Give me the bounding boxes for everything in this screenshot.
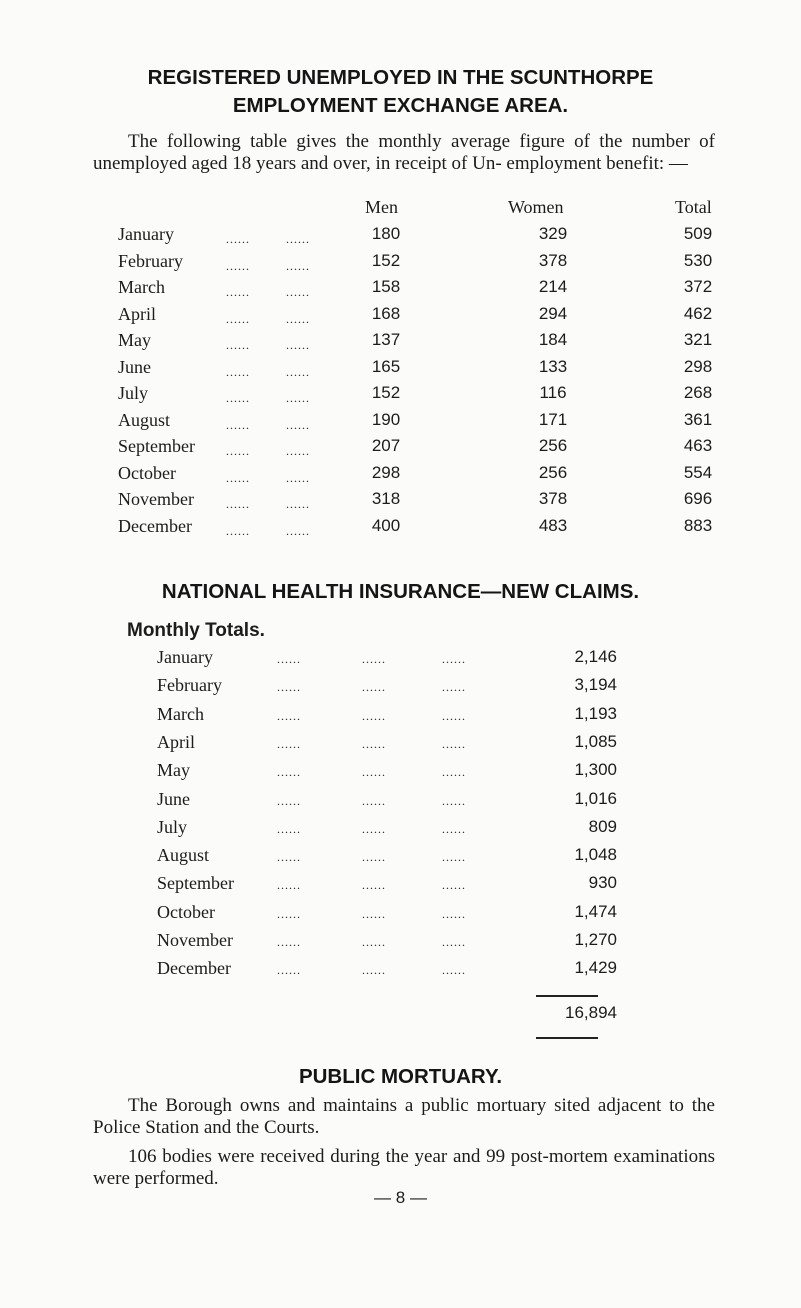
unemployment-title bbox=[0, 64, 801, 120]
total-cell: 372 bbox=[683, 277, 713, 296]
table-row: April 168 294 462 ...... ...... bbox=[118, 304, 718, 330]
claims-value: 1,048 bbox=[574, 845, 617, 865]
claims-value: 809 bbox=[588, 816, 617, 836]
mortuary-paragraph-1: The Borough owns and maintains a public mortuary sited adjacent to the Police Station and the Courts. bbox=[93, 1095, 715, 1138]
men-cell: 168 bbox=[371, 303, 401, 323]
women-cell: 256 bbox=[538, 436, 568, 455]
women-cell: 184 bbox=[538, 330, 568, 349]
claims-month: December bbox=[157, 958, 231, 979]
list-item: January ...... ...... ...... 2,146 bbox=[157, 647, 617, 667]
women-cell: 214 bbox=[538, 277, 568, 296]
column-header-women: Women bbox=[508, 197, 564, 217]
list-item: April ...... ...... ...... 1,085 bbox=[157, 731, 617, 752]
claims-value: 1,085 bbox=[574, 731, 617, 751]
table-row: November 318 378 696 ...... ...... bbox=[118, 489, 718, 515]
unemployment-intro: The following table gives the monthly average figure of the number of unemployed aged 18 years and over, in receipt of Un- employment benefit: — bbox=[93, 131, 715, 174]
table-row: August 190 171 361 ...... ...... bbox=[118, 410, 718, 436]
claims-month: July bbox=[157, 816, 188, 837]
list-item: August ...... ...... ...... 1,048 bbox=[157, 845, 617, 866]
month-cell: May bbox=[118, 330, 151, 350]
total-cell: 554 bbox=[683, 462, 713, 482]
claims-value: 930 bbox=[588, 873, 617, 893]
claims-value: 1,016 bbox=[574, 788, 617, 808]
men-cell: 165 bbox=[371, 356, 401, 376]
total-cell: 298 bbox=[683, 356, 713, 376]
men-cell: 180 bbox=[371, 224, 401, 243]
list-item: July ...... ...... ...... 809 bbox=[157, 816, 617, 837]
women-cell: 256 bbox=[538, 462, 568, 482]
total-cell: 463 bbox=[683, 436, 713, 455]
table-row: March 158 214 372 ...... ...... bbox=[118, 277, 718, 303]
month-cell: February bbox=[118, 250, 183, 271]
month-cell: June bbox=[118, 356, 151, 377]
total-rule-top bbox=[536, 995, 598, 997]
list-item: December ...... ...... ...... 1,429 bbox=[157, 958, 617, 979]
women-cell: 378 bbox=[538, 489, 568, 508]
total-cell: 462 bbox=[683, 303, 713, 323]
table-row: July 152 116 268 ...... ...... bbox=[118, 383, 718, 409]
list-item: May ...... ...... ...... 1,300 bbox=[157, 760, 617, 781]
table-row: June 165 133 298 ...... ...... bbox=[118, 357, 718, 383]
women-cell: 329 bbox=[538, 224, 568, 243]
women-cell: 483 bbox=[538, 515, 568, 535]
women-cell: 378 bbox=[538, 250, 568, 270]
list-item: March ...... ...... ...... 1,193 bbox=[157, 703, 617, 724]
month-cell: July bbox=[118, 383, 149, 403]
insurance-total: 16,894 bbox=[565, 1003, 617, 1022]
claims-month: March bbox=[157, 703, 204, 724]
men-cell: 152 bbox=[371, 250, 401, 270]
men-cell: 298 bbox=[371, 462, 401, 482]
total-rule-bottom bbox=[536, 1037, 598, 1039]
mortuary-paragraph-2: 106 bodies were received during the year and 99 post-mortem examinations were performed. bbox=[93, 1146, 715, 1189]
claims-month: October bbox=[157, 901, 215, 922]
month-cell: October bbox=[118, 462, 176, 483]
month-cell: August bbox=[118, 409, 171, 430]
table-row: October 298 256 554 ...... ...... bbox=[118, 463, 718, 489]
claims-value: 1,474 bbox=[574, 901, 617, 921]
list-item: November ...... ...... ...... 1,270 bbox=[157, 930, 617, 950]
men-cell: 158 bbox=[371, 277, 401, 296]
claims-value: 1,193 bbox=[574, 703, 617, 723]
women-cell: 171 bbox=[538, 409, 568, 429]
month-cell: March bbox=[118, 277, 165, 297]
page-number: — 8 — bbox=[374, 1188, 427, 1207]
unemployment-title-line1: REGISTERED UNEMPLOYED IN THE SCUNTHORPE bbox=[147, 66, 654, 89]
claims-value: 2,146 bbox=[574, 647, 617, 666]
claims-month: April bbox=[157, 731, 195, 752]
total-cell: 883 bbox=[683, 515, 713, 535]
claims-value: 1,300 bbox=[574, 760, 617, 780]
total-cell: 361 bbox=[683, 409, 713, 429]
month-cell: December bbox=[118, 515, 192, 536]
claims-month: May bbox=[157, 760, 190, 781]
claims-month: August bbox=[157, 845, 210, 866]
claims-value: 1,270 bbox=[574, 930, 617, 949]
table-row: September 207 256 463 ...... ...... bbox=[118, 436, 718, 462]
month-cell: September bbox=[118, 436, 195, 456]
table-row: February 152 378 530 ...... ...... bbox=[118, 251, 718, 277]
women-cell: 116 bbox=[539, 383, 567, 402]
mortuary-title: PUBLIC MORTUARY. bbox=[298, 1065, 503, 1088]
total-cell: 321 bbox=[683, 330, 713, 349]
men-cell: 400 bbox=[371, 515, 401, 535]
claims-month: January bbox=[157, 647, 213, 667]
unemployment-title-line2: EMPLOYMENT EXCHANGE AREA. bbox=[232, 94, 569, 117]
claims-value: 3,194 bbox=[574, 675, 617, 695]
total-cell: 509 bbox=[683, 224, 713, 243]
list-item: September ...... ...... ...... 930 bbox=[157, 873, 617, 894]
claims-month: June bbox=[157, 788, 190, 809]
month-cell: January bbox=[118, 224, 174, 244]
list-item: June ...... ...... ...... 1,016 bbox=[157, 788, 617, 809]
men-cell: 190 bbox=[371, 409, 401, 429]
claims-month: September bbox=[157, 873, 234, 894]
column-header-men: Men bbox=[365, 197, 398, 217]
table-row: May 137 184 321 ...... ...... bbox=[118, 330, 718, 356]
men-cell: 152 bbox=[371, 383, 401, 402]
claims-month: November bbox=[157, 930, 233, 950]
women-cell: 294 bbox=[538, 303, 568, 323]
column-header-total: Total bbox=[675, 197, 712, 217]
men-cell: 207 bbox=[371, 436, 401, 455]
total-cell: 268 bbox=[683, 383, 713, 402]
month-cell: April bbox=[118, 303, 156, 324]
women-cell: 133 bbox=[538, 356, 568, 376]
men-cell: 318 bbox=[371, 489, 401, 508]
list-item: February ...... ...... ...... 3,194 bbox=[157, 675, 617, 696]
table-row: January 180 329 509 ...... ...... bbox=[118, 224, 718, 250]
table-row: December 400 483 883 ...... ...... bbox=[118, 516, 718, 542]
insurance-subtitle: Monthly Totals. bbox=[127, 620, 265, 641]
list-item: October ...... ...... ...... 1,474 bbox=[157, 901, 617, 922]
month-cell: November bbox=[118, 489, 194, 509]
claims-value: 1,429 bbox=[574, 958, 617, 978]
men-cell: 137 bbox=[371, 330, 401, 349]
insurance-title: NATIONAL HEALTH INSURANCE—NEW CLAIMS. bbox=[161, 580, 640, 603]
total-cell: 696 bbox=[683, 489, 713, 508]
total-cell: 530 bbox=[683, 250, 713, 270]
claims-month: February bbox=[157, 675, 222, 696]
